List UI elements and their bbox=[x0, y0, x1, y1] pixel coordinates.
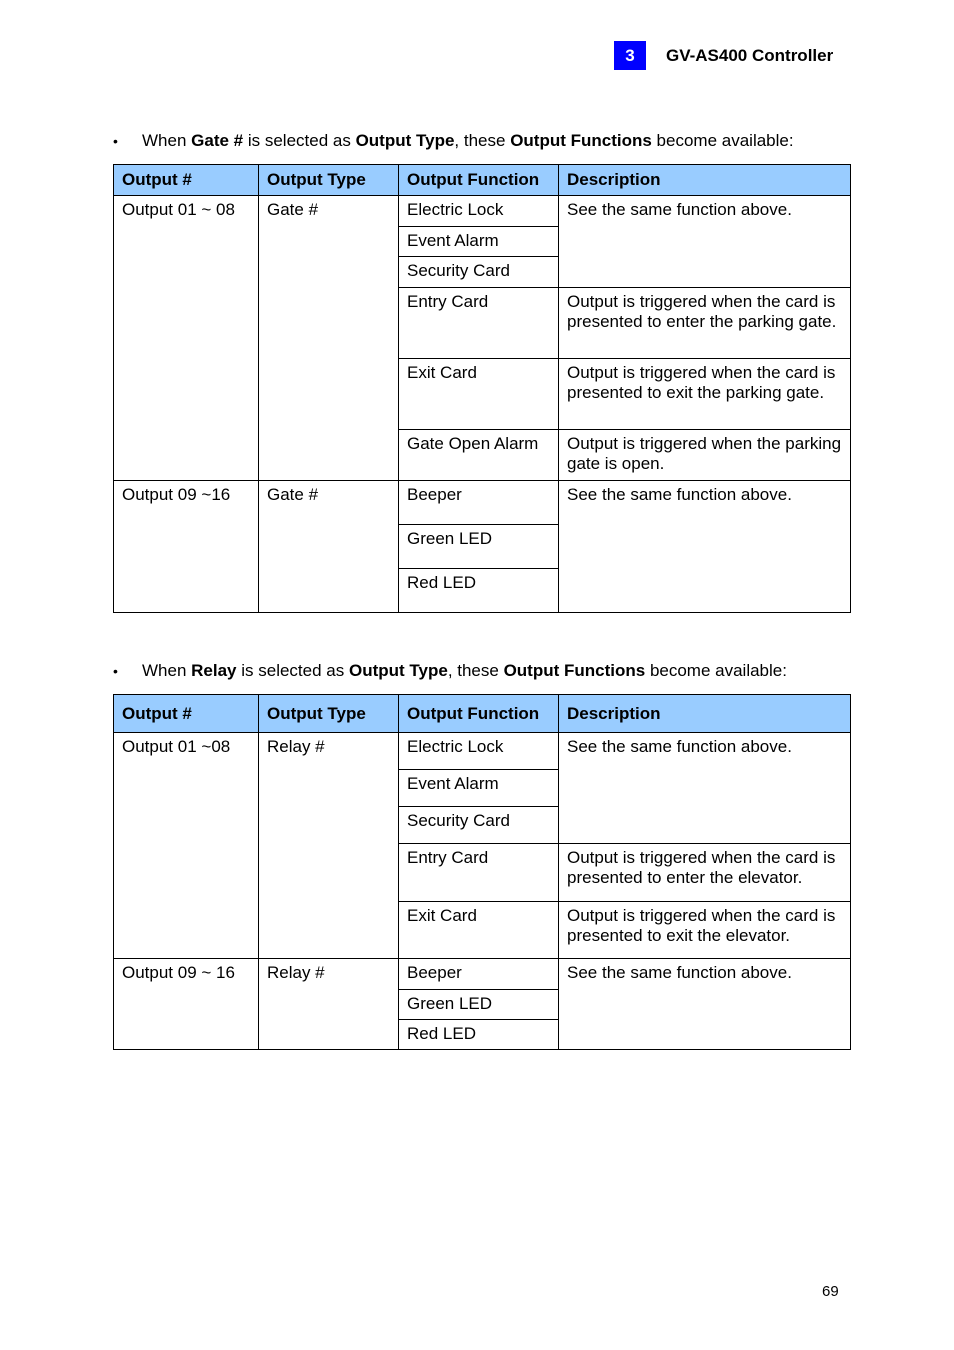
output-function-cell: Gate Open Alarm bbox=[399, 430, 559, 481]
output-number-cell: Output 09 ~16 bbox=[114, 481, 259, 613]
page-header bbox=[614, 41, 833, 70]
output-function-cell: Entry Card bbox=[399, 844, 559, 902]
column-header: Output Type bbox=[259, 165, 399, 196]
description-cell: See the same function above. bbox=[559, 481, 851, 613]
output-function-cell: Exit Card bbox=[399, 902, 559, 959]
description-cell: Output is triggered when the card is presented to enter the elevator. bbox=[559, 844, 851, 902]
output-function-cell: Green LED bbox=[399, 990, 559, 1020]
description-cell: Output is triggered when the card is presented to enter the parking gate. bbox=[559, 288, 851, 359]
output-function-cell: Beeper bbox=[399, 959, 559, 990]
description-cell: See the same function above. bbox=[559, 733, 851, 844]
chapter-badge: 3 bbox=[614, 41, 646, 70]
relay-intro-text: When Relay is selected as Output Type, these Output Functions become available: bbox=[142, 661, 787, 680]
output-function-cell: Beeper bbox=[399, 481, 559, 525]
gate-intro-text: When Gate # is selected as Output Type, these Output Functions become available: bbox=[142, 131, 794, 150]
column-header: Description bbox=[559, 695, 851, 733]
gate-intro-bullet bbox=[113, 131, 794, 151]
column-header: Output Function bbox=[399, 695, 559, 733]
bullet-dot: • bbox=[113, 663, 118, 679]
page-number: 69 bbox=[822, 1283, 839, 1300]
table-row bbox=[114, 733, 851, 770]
table-row bbox=[114, 959, 851, 990]
description-cell: See the same function above. bbox=[559, 959, 851, 1050]
table-header-row bbox=[114, 695, 851, 733]
output-type-cell: Gate # bbox=[259, 196, 399, 481]
description-cell: Output is triggered when the parking gate is open. bbox=[559, 430, 851, 481]
relay-intro-bullet bbox=[113, 661, 787, 681]
output-function-cell: Security Card bbox=[399, 807, 559, 844]
description-cell: See the same function above. bbox=[559, 196, 851, 288]
output-function-cell: Event Alarm bbox=[399, 770, 559, 807]
bullet-dot: • bbox=[113, 133, 118, 149]
output-number-cell: Output 01 ~08 bbox=[114, 733, 259, 959]
gate-output-table bbox=[113, 164, 851, 613]
output-function-cell: Entry Card bbox=[399, 288, 559, 359]
description-cell: Output is triggered when the card is presented to exit the elevator. bbox=[559, 902, 851, 959]
output-function-cell: Electric Lock bbox=[399, 196, 559, 227]
output-function-cell: Event Alarm bbox=[399, 227, 559, 257]
relay-output-table bbox=[113, 694, 851, 1050]
column-header: Output Function bbox=[399, 165, 559, 196]
description-cell: Output is triggered when the card is presented to exit the parking gate. bbox=[559, 359, 851, 430]
column-header: Description bbox=[559, 165, 851, 196]
output-function-cell: Green LED bbox=[399, 525, 559, 569]
column-header: Output Type bbox=[259, 695, 399, 733]
output-type-cell: Relay # bbox=[259, 733, 399, 959]
table-row bbox=[114, 481, 851, 525]
output-function-cell: Red LED bbox=[399, 569, 559, 613]
column-header: Output # bbox=[114, 165, 259, 196]
output-function-cell: Exit Card bbox=[399, 359, 559, 430]
output-number-cell: Output 01 ~ 08 bbox=[114, 196, 259, 481]
output-type-cell: Gate # bbox=[259, 481, 399, 613]
output-number-cell: Output 09 ~ 16 bbox=[114, 959, 259, 1050]
output-function-cell: Electric Lock bbox=[399, 733, 559, 770]
document-title: GV-AS400 Controller bbox=[666, 45, 834, 65]
table-row bbox=[114, 196, 851, 227]
output-function-cell: Security Card bbox=[399, 257, 559, 288]
column-header: Output # bbox=[114, 695, 259, 733]
table-header-row bbox=[114, 165, 851, 196]
output-type-cell: Relay # bbox=[259, 959, 399, 1050]
output-function-cell: Red LED bbox=[399, 1020, 559, 1050]
